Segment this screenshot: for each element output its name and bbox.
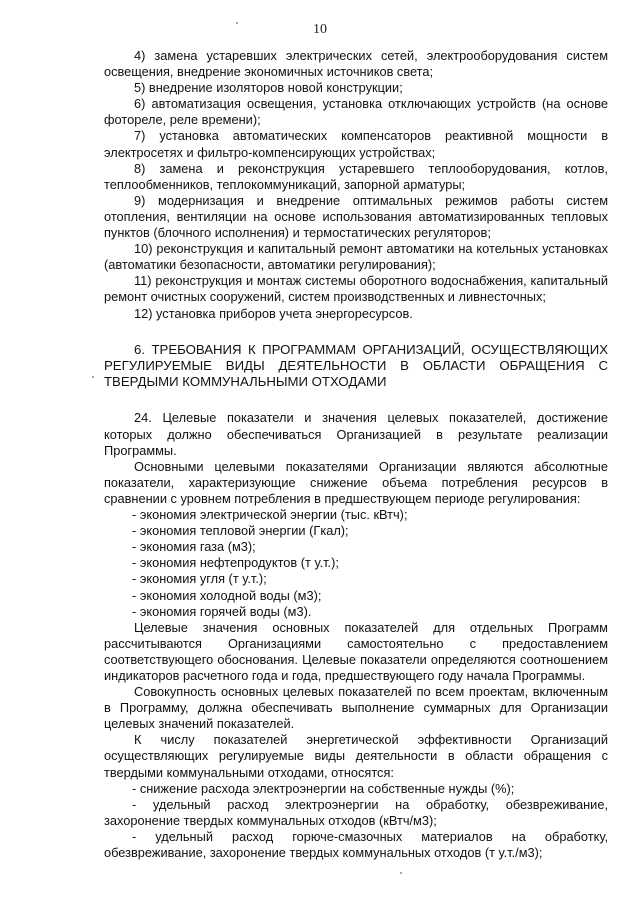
economy-list [104,507,608,620]
list-item: 4) замена устаревших электрических сетей, электрооборудования систем освещения, внедрение экономичных источников света; [104,48,608,80]
section-heading: 6. ТРЕБОВАНИЯ К ПРОГРАММАМ ОРГАНИЗАЦИЙ, ОСУЩЕСТВЛЯЮЩИХ РЕГУЛИРУЕМЫЕ ВИДЫ ДЕЯТЕЛЬНОСТИ В ОБЛАСТИ ОБРАЩЕНИЯ С ТВЕРДЫМИ КОММУНАЛЬНЫМИ ОТХОДАМИ [104,341,608,390]
list-item: - удельный расход электроэнергии на обработку, обезвреживание, захоронение твердых коммунальных отходов (кВтч/м3); [104,796,608,828]
paragraph-efficiency: К числу показателей энергетической эффективности Организаций осуществляющих регулируемые виды деятельности в области обращения с твердыми коммунальными отходами, относятся: [104,732,608,780]
list-item: - экономия нефтепродуктов (т у.т.); [132,555,339,571]
paragraph-main-indicators: Основными целевыми показателями Организации являются абсолютные показатели, характеризующие снижение объема потребления ресурсов в сравнении с уровнем потребления в предшествующем периоде регулирования: [104,458,608,506]
efficiency-list [104,781,608,861]
list-item: 10) реконструкция и капитальный ремонт автоматики на котельных установках (автоматики безопасности, автоматики регулирования); [104,241,608,273]
list-item: - экономия холодной воды (м3); [132,587,322,603]
list-item: - экономия угля (т у.т.); [132,571,267,587]
list-item: - экономия газа (м3); [132,539,256,555]
list-item: 8) замена и реконструкция устаревшего теплооборудования, котлов, теплообменников, теплокоммуникаций, запорной арматуры; [104,160,608,192]
measures-list [104,48,608,322]
document-body [104,48,608,861]
scan-dot [236,22,238,24]
list-item: - удельный расход горюче-смазочных материалов на обработку, обезвреживание, захоронение твердых коммунальных отходов (т у.т./м3); [104,828,608,861]
list-item: - экономия тепловой энергии (Гкал); [132,523,349,539]
paragraph-target-values: Целевые значения основных показателей для отдельных Программ рассчитываются Организациями самостоятельно с предоставлением соответствующего обоснования. Целевые показатели определяются соотношением индикаторов расчетного года и года, предшествующего году начала Программы. [104,619,608,683]
list-item: - снижение расхода электроэнергии на собственные нужды (%); [132,780,515,796]
scan-dot [400,872,402,874]
list-item: 7) установка автоматических компенсаторов реактивной мощности в электросетях и фильтро-компенсирующих устройствах; [104,128,608,160]
list-item: - экономия электрической энергии (тыс. кВтч); [132,507,408,523]
page-number: 10 [313,22,327,37]
list-item: - экономия горячей воды (м3). [132,603,312,619]
paragraph-aggregate: Совокупность основных целевых показателей по всем проектам, включенным в Программу, должна обеспечивать выполнение суммарных для Организации целевых значений показателей. [104,684,608,732]
paragraph-24: 24. Целевые показатели и значения целевых показателей, достижение которых должно обеспечиваться Организацией в результате реализации Программы. [104,410,608,458]
list-item: 12) установка приборов учета энергоресурсов. [134,305,413,321]
list-item: 5) внедрение изоляторов новой конструкции; [134,80,403,96]
list-item: 6) автоматизация освещения, установка отключающих устройств (на основе фотореле, реле времени); [104,96,608,128]
scan-dot [92,376,94,378]
list-item: 11) реконструкция и монтаж системы оборотного водоснабжения, капитальный ремонт очистных сооружений, систем производственных и ливнесточных; [104,273,608,305]
list-item: 9) модернизация и внедрение оптимальных режимов работы систем отопления, вентиляции на основе использования автоматизированных тепловых пунктов (блочного исполнения) и термостатических регуляторов; [104,192,608,241]
